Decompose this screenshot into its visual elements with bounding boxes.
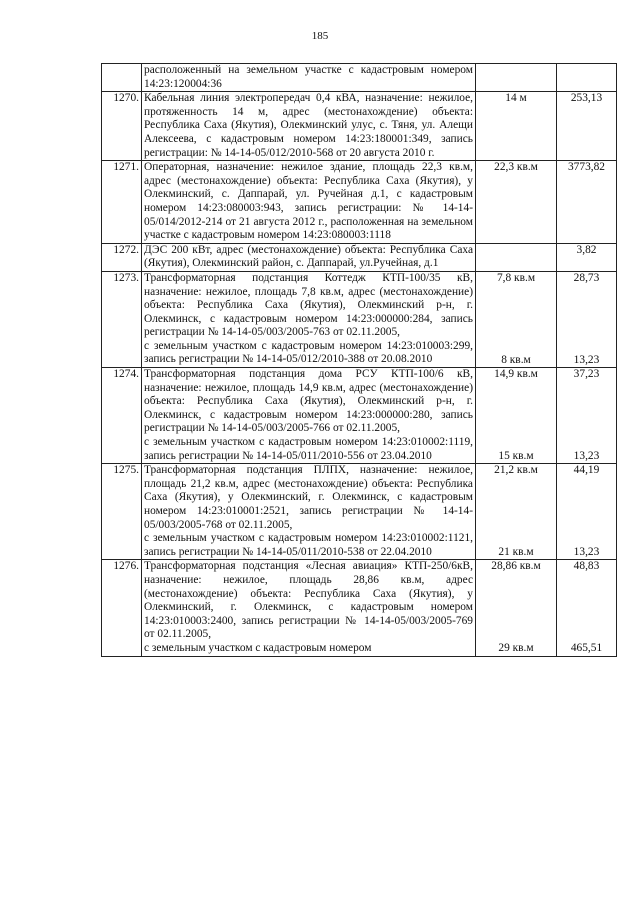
land-plot-description: с земельным участком с кадастровым номером 14:23:010002:1121, запись регистрации № 14-14-05/011/2010-538 от 22.04.2010 [144, 532, 473, 558]
row-number: 1272. [102, 243, 142, 271]
building-value: 37,23 [573, 368, 600, 381]
row-number: 1271. [102, 161, 142, 244]
property-registry-table [101, 63, 617, 657]
building-size: 21,2 кв.м [494, 464, 538, 477]
page-number: 185 [311, 30, 329, 42]
building-description: Трансформаторная подстанция Коттедж КТП-100/35 кВ, назначение: нежилое, площадь 7,8 кв.м, адрес (местонахождение) объекта: Республика Саха (Якутия), Олекминский р-н, г. Олекминск, с кадастровым номером 14:23:000000:284, запись регистрации № 14-14-05/003/2005-763 от 02.11.2005, [144, 271, 473, 339]
row-size [476, 64, 557, 92]
row-value [557, 464, 617, 560]
building-size: 7,8 кв.м [496, 271, 536, 284]
row-number: 1273. [102, 271, 142, 367]
row-size: 14 м [476, 92, 557, 161]
row-description [142, 271, 476, 367]
land-size: 21 кв.м [498, 545, 534, 558]
row-value [557, 64, 617, 92]
table-row [102, 243, 617, 271]
land-plot-description: с земельным участком с кадастровым номером 14:23:010003:299, запись регистрации № 14-14-05/012/2010-388 от 20.08.2010 [144, 339, 473, 366]
row-size [476, 368, 557, 464]
row-value [557, 271, 617, 367]
land-size: 15 кв.м [498, 449, 534, 462]
row-description: ДЭС 200 кВт, адрес (местонахождение) объекта: Республика Саха (Якутия), Олекминский район, с. Даппарай, ул.Ручейная, д.1 [142, 243, 476, 271]
land-value: 13,23 [573, 449, 600, 462]
row-value: 3,82 [557, 243, 617, 271]
building-description: Трансформаторная подстанция «Лесная авиация» КТП-250/6кВ, назначение: нежилое, площадь 28,86 кв.м, адрес (местонахождение) объекта: Республика Саха (Якутия), у Олекминский, г. Олекминск, с кадастровым номером 14:23:010003:2400, запись регистрации № 14-14-05/003/2005-769 от 02.11.2005, [144, 560, 473, 641]
row-description: Кабельная линия электропередач 0,4 кВА, назначение: нежилое, протяженность 14 м, адрес (местонахождение) объекта: Республика Саха (Якутия), Олекминский улус, с. Тяня, ул. Алещи Алексеева, с кадастровым номером 14:23:180001:349, запись регистрации: № 14-14-05/012/2010-568 от 20 августа 2010 г. [142, 92, 476, 161]
building-size: 14,9 кв.м [494, 368, 538, 381]
table-row [102, 64, 617, 92]
land-value: 465,51 [570, 642, 603, 655]
land-value: 13,23 [573, 353, 600, 366]
row-size [476, 560, 557, 656]
land-value: 13,23 [573, 545, 600, 558]
land-size: 29 кв.м [498, 642, 534, 655]
land-size: 8 кв.м [501, 353, 531, 366]
row-size: 22,3 кв.м [476, 161, 557, 244]
row-number: 1276. [102, 560, 142, 656]
row-number: 1275. [102, 464, 142, 560]
row-size [476, 464, 557, 560]
row-number: 1270. [102, 92, 142, 161]
building-value: 44,19 [573, 464, 600, 477]
table-row [102, 368, 617, 464]
land-plot-description: с земельным участком с кадастровым номером [144, 642, 372, 655]
row-value [557, 368, 617, 464]
building-description: Трансформаторная подстанция дома РСУ КТП-100/6 кВ, назначение: нежилое, площадь 14,9 кв.м, адрес (местонахождение) объекта: Республика Саха (Якутия), Олекминский р-н, г. Олекминск, с кадастровым номером 14:23:000000:280, запись регистрации № 14-14-05/003/2005-766 от 02.11.2005, [144, 368, 473, 435]
table-row [102, 92, 617, 161]
table-row [102, 161, 617, 244]
building-value: 28,73 [573, 271, 600, 284]
row-size [476, 271, 557, 367]
row-description: Операторная, назначение: нежилое здание, площадь 22,3 кв.м, адрес (местонахождение) объекта: Республика Саха (Якутия), у Олекминский, с. Даппарай, ул. Ручейная д.1, с кадастровым номером 14:23:080003:943, запись регистрации: № 14-14-05/014/2012-214 от 21 августа 2012 г., расположенная на земельном участке с кадастровым номером 14:23:080003:1118 [142, 161, 476, 244]
row-description [142, 464, 476, 560]
row-description [142, 368, 476, 464]
row-value: 253,13 [557, 92, 617, 161]
row-description [142, 560, 476, 656]
row-number: 1274. [102, 368, 142, 464]
row-value: 3773,82 [557, 161, 617, 244]
table-row [102, 560, 617, 656]
row-value [557, 560, 617, 656]
building-value: 48,83 [573, 560, 600, 573]
building-description: Трансформаторная подстанция ПЛПХ, назначение: нежилое, площадь 21,2 кв.м, адрес (местонахождение) объекта: Республика Саха (Якутия), у Олекминский, г. Олекминск, с кадастровым номером 14:23:010001:2521, запись регистрации № 14-14-05/003/2005-768 от 02.11.2005, [144, 464, 473, 531]
row-number [102, 64, 142, 92]
building-size: 28,86 кв.м [491, 560, 541, 573]
table-row [102, 464, 617, 560]
row-description: расположенный на земельном участке с кадастровым номером 14:23:120004:36 [142, 64, 476, 92]
land-plot-description: с земельным участком с кадастровым номером 14:23:010002:1119, запись регистрации № 14-14-05/011/2010-556 от 23.04.2010 [144, 436, 473, 462]
row-size [476, 243, 557, 271]
table-row [102, 271, 617, 367]
